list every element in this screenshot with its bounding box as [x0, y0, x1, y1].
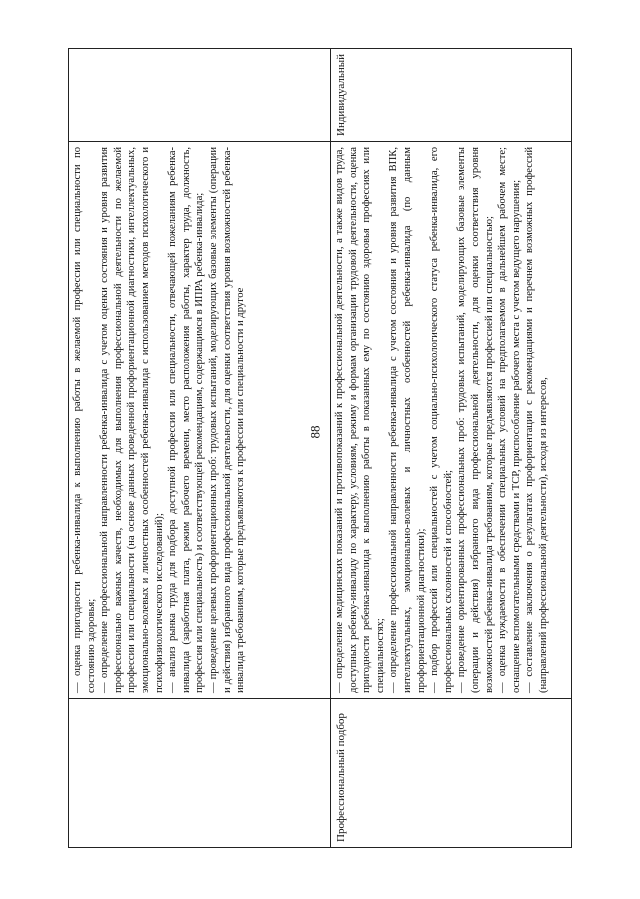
- cell-r2-c2: [331, 142, 571, 698]
- content-item: — подбор профессий или специальностей с учетом социально-психологического статуса ребенка-инвалида, его профессиональных склонностей и способностей;: [429, 147, 454, 694]
- service-name-professional-selection: Профессиональный подбор: [335, 713, 347, 842]
- column-content: [69, 141, 571, 698]
- content-item: — определение профессиональной направленности ребенка-инвалида с учетом состояния и уровня развития ВПК, интеллектуальных, эмоционально-волевых и личностных особенностей ребенка-инвалида (по данным профориентационной диагностики);: [388, 147, 427, 694]
- content-item: — анализ рынка труда для подбора доступной профессии или специальности, отвечающей пожеланиям ребенка-инвалида (заработная плата, режим рабочего времени, место расположения работы, характер труда, должность, профессия или специальность) и соответствующей рекомендациям, содержащимся в ИПРА ребенка-инвалида;: [167, 147, 206, 694]
- cell-r1-c3: [69, 49, 331, 141]
- cell-r1-c1: [69, 699, 331, 847]
- cell-r2-c1: [331, 699, 571, 847]
- content-item: — проведение целевых профориентационных проб: трудовых испытаний, моделирующих базовые элементы (операции и действия) избранного вида профессиональной деятельности, для оценки соответствия уровня возможностей ребенка-инвалида требованиям, которые предъявляются к профессии или специальности и другое: [207, 147, 247, 694]
- table: [68, 48, 572, 848]
- content-item: — составление заключения о результатах профориентации с рекомендациями и перечнем возможных профессий (направлений профессиональной деятельности), исходя из интересов,: [524, 147, 549, 694]
- column-service: [69, 698, 571, 847]
- page-number: 88: [307, 425, 323, 439]
- cell-r1-c1-text: [69, 699, 75, 847]
- form-individual: Индивидуальный: [335, 54, 347, 136]
- cell-r1-c3-text: [69, 49, 75, 141]
- column-form: [69, 49, 571, 141]
- content-item: — оценка нуждаемости в обеспечении специальных условий на предполагаемом в дальнейшем рабочем месте; оснащение вспомогательными средствами и ТСР, приспособление рабочего места с учетом ведущего нарушения;: [497, 147, 522, 694]
- content-item: — определение медицинских показаний и противопоказаний к профессиональной деятельности, а также видов труда, доступных ребенку-инвалиду по характеру, условиям, режиму и формам организации трудовой деятельности, оценка пригодности ребенка-инвалида к выполнению работы в показанных ему по состоянию здоровья профессиях или специальностях;: [334, 147, 386, 694]
- content-item: — оценка пригодности ребенка-инвалида к выполнению работы в желаемой профессии или специальности по состоянию здоровья;: [72, 147, 97, 694]
- cell-r1-c2: [69, 142, 331, 698]
- cell-r2-c3: [331, 49, 571, 141]
- rotated-table-area: [68, 48, 572, 848]
- content-item: — проведение ориентированных профессиональных проб: трудовых испытаний, моделирующих базовые элементы (операции и действия) избранного вида профессиональной деятельности, для оценки соответствия уровня возможностей ребенка-инвалида требованиям, которые предъявляются профессией или специальностью;: [456, 147, 495, 694]
- content-item: — определение профессиональной направленности ребенка-инвалида с учетом оценки состояния и уровня развития профессионально важных качеств, необходимых для выполнения профессиональной деятельности по желаемой профессии или специальности (на основе данных проведенной профориентационной диагностики, интеллектуальных, эмоционально-волевых и личностных особенностей ребенка-инвалида с использованием методов психологического и психофизиологического исследований);: [99, 147, 165, 694]
